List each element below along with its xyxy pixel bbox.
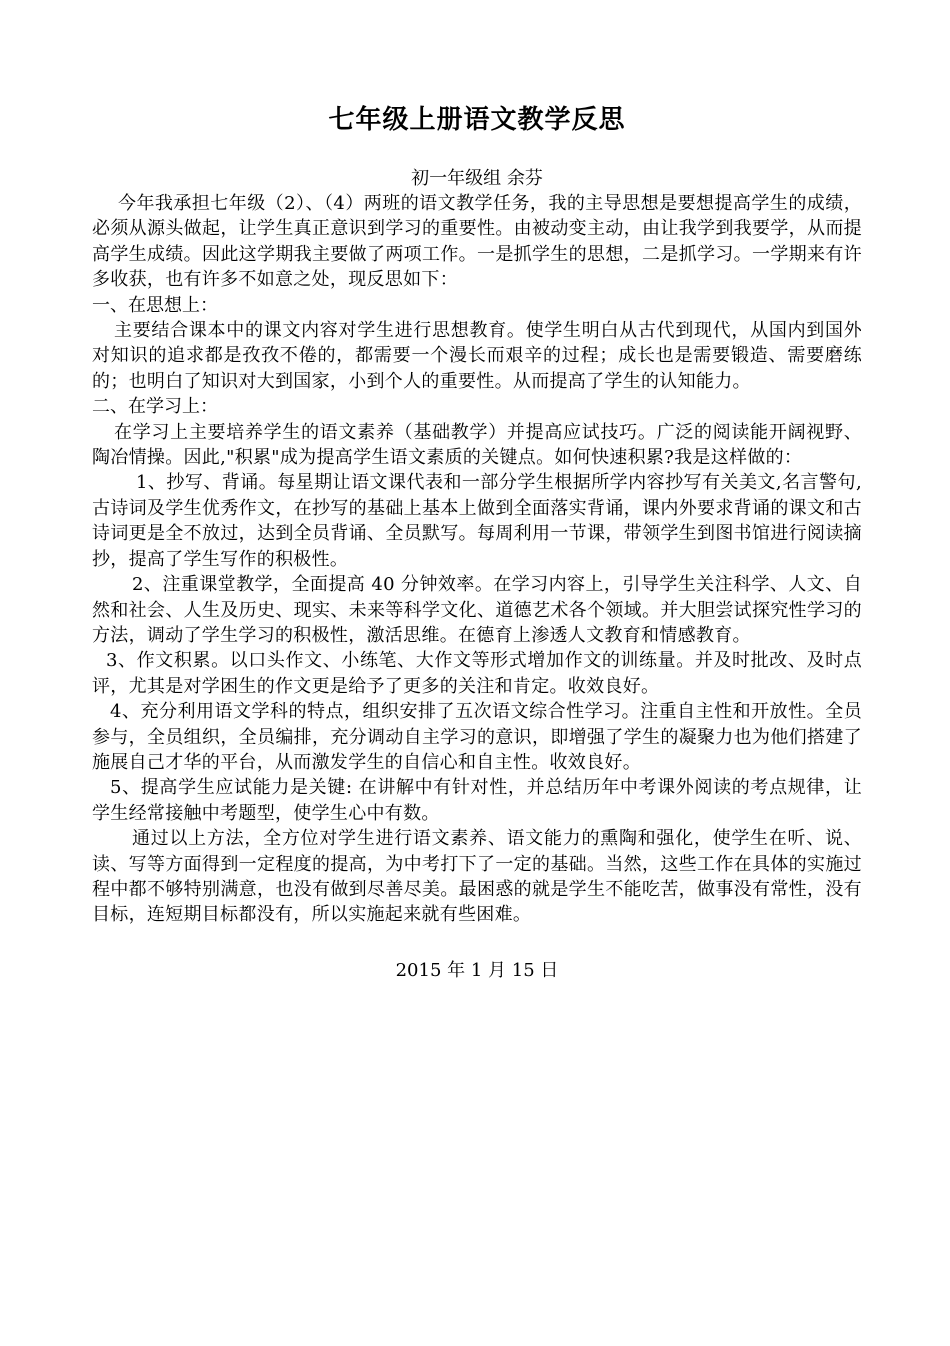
list-item-3: 3、作文积累。以口头作文、小练笔、大作文等形式增加作文的训练量。并及时批改、及时点评，尤其是对学困生的作文更是给予了更多的关注和肯定。收效良好。 [92, 650, 862, 697]
list-item-1: 1、抄写、背诵。每星期让语文课代表和一部分学生根据所学内容抄写有关美文,名言警句,古诗词及学生优秀作文，在抄写的基础上基本上做到全面落实背诵，课内外要求背诵的课文和古诗词更是全不放过，达到全员背诵、全员默写。每周利用一节课，带领学生到图书馆进行阅读摘抄，提高了学生写作的积极性。 [92, 472, 862, 570]
section-2-intro: 在学习上主要培养学生的语文素养（基础教学）并提高应试技巧。广泛的阅读能开阔视野、陶冶情操。因此,"积累"成为提高学生语文素质的关键点。如何快速积累?我是这样做的： [92, 421, 862, 469]
section-2-heading: 二、在学习上： [92, 396, 218, 418]
list-item-5: 5、提高学生应试能力是关键: 在讲解中有针对性，并总结历年中考课外阅读的考点规律，让学生经常接触中考题型，使学生心中有数。 [92, 777, 862, 824]
conclusion-paragraph: 通过以上方法，全方位对学生进行语文素养、语文能力的熏陶和强化，使学生在听、说、读、写等方面得到一定程度的提高，为中考打下了一定的基础。当然，这些工作在具体的实施过程中都不够特别满意，也没有做到尽善尽美。最困惑的就是学生不能吃苦，做事没有常性，没有目标，连短期目标都没有，所以实施起来就有些困难。 [92, 828, 862, 926]
section-1-body: 主要结合课本中的课文内容对学生进行思想教育。使学生明白从古代到现代，从国内到国外对知识的追求都是孜孜不倦的，都需要一个漫长而艰辛的过程；成长也是需要锻造、需要磨练的；也明白了知识对大到国家，小到个人的重要性。从而提高了学生的认知能力。 [92, 320, 862, 392]
document-page [92, 100, 862, 983]
document-title: 七年级上册语文教学反思 [328, 105, 626, 135]
intro-paragraph: 今年我承担七年级（2）、（4）两班的语文教学任务，我的主导思想是要想提高学生的成绩，必须从源头做起，让学生真正意识到学习的重要性。由被动变主动，由让我学到我要学，从而提高学生成绩。因此这学期我主要做了两项工作。一是抓学生的思想，二是抓学习。一学期来有许多收获，也有许多不如意之处，现反思如下： [92, 193, 862, 291]
document-author: 初一年级组 余芬 [411, 168, 543, 189]
section-1-heading: 一、在思想上： [92, 294, 218, 316]
list-item-4: 4、充分利用语文学科的特点，组织安排了五次语文综合性学习。注重自主性和开放性。全员参与，全员组织，全员编排，充分调动自主学习的意识，即增强了学生的凝聚力也为他们搭建了施展自己才华的平台，从而激发学生的自信心和自主性。收效良好。 [92, 701, 862, 773]
document-date: 2015 年 1 月 15 日 [395, 959, 559, 981]
list-item-2: 2、注重课堂教学，全面提高 40 分钟效率。在学习内容上，引导学生关注科学、人文、自然和社会、人生及历史、现实、未来等科学文化、道德艺术各个领域。并大胆尝试探究性学习的方法，调动了学生学习的积极性，激活思维。在德育上渗透人文教育和情感教育。 [92, 574, 862, 646]
